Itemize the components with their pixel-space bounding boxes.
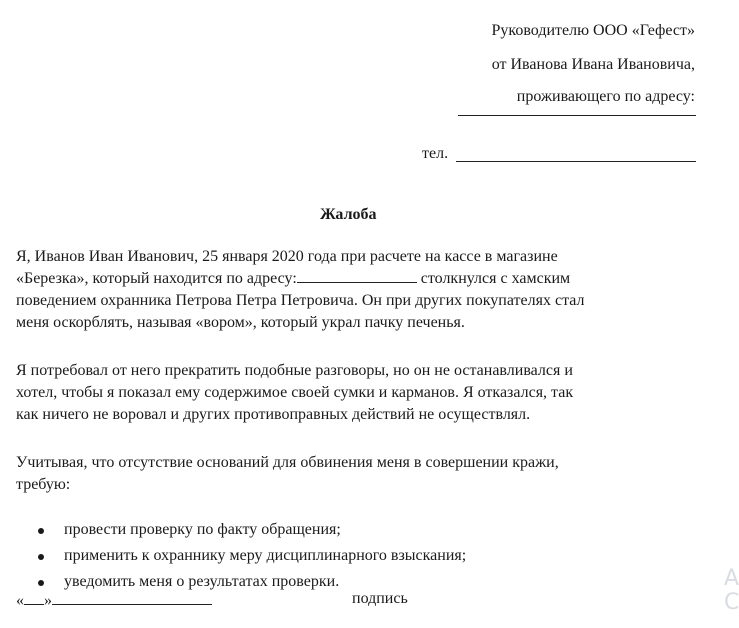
paragraph-line: хотел, чтобы я показал ему содержимое своей сумки и карманов. Я отказался, так (16, 384, 574, 401)
bullet-icon (38, 580, 44, 586)
bullet-icon (38, 554, 44, 560)
date-field (16, 590, 212, 610)
residence-line: проживающего по адресу: (516, 88, 695, 105)
paragraph-line: требую: (16, 476, 71, 493)
list-item (36, 519, 466, 545)
date-quote-close: » (44, 592, 52, 609)
phone-label: тел. (422, 145, 449, 162)
store-address-blank (297, 268, 417, 283)
sender-line: от Иванова Ивана Ивановича, (491, 56, 695, 73)
demands-list (36, 519, 466, 597)
paragraph-line: поведением охранника Петрова Петра Петровича. Он при других покупателях стал (16, 292, 585, 309)
list-item (36, 545, 466, 571)
list-item-text: применить к охраннику меру дисциплинарного взыскания; (64, 547, 467, 564)
paragraph-incident (16, 246, 584, 334)
watermark-glyph: А (724, 566, 739, 591)
signature-label: подпись (352, 590, 408, 607)
paragraph-line-part: «Березка», который находится по адресу: (16, 270, 297, 287)
month-year-blank-line (52, 590, 212, 605)
watermark-glyph: С (724, 590, 739, 615)
paragraph-line-part: столкнулся с хамским (420, 270, 571, 287)
paragraph-line: Учитывая, что отсутствие оснований для обвинения меня в совершении кражи, (16, 454, 559, 471)
paragraph-line (16, 268, 584, 290)
paragraph-requirements-intro (16, 452, 559, 496)
paragraph-line: как ничего не воровал и других противоправных действий не осуществлял. (16, 406, 531, 423)
date-quote-open: « (16, 592, 24, 609)
paragraph-demand-refusal (16, 360, 573, 426)
paragraph-line: Я, Иванов Иван Иванович, 25 января 2020 года при расчете на кассе в магазине (16, 248, 558, 265)
phone-blank-line (456, 146, 696, 162)
list-item-text: провести проверку по факту обращения; (64, 521, 341, 538)
paragraph-line: Я потребовал от него прекратить подобные разговоры, но он не останавливался и (16, 362, 573, 379)
address-blank-line (458, 115, 696, 116)
document-title: Жалоба (320, 206, 377, 223)
addressee-line: Руководителю ООО «Гефест» (491, 22, 695, 39)
day-blank-line (24, 590, 44, 605)
list-item-text: уведомить меня о результатах проверки. (64, 573, 340, 590)
bullet-icon (38, 528, 44, 534)
paragraph-line: меня оскорблять, называя «вором», который украл пачку печенья. (16, 314, 465, 331)
